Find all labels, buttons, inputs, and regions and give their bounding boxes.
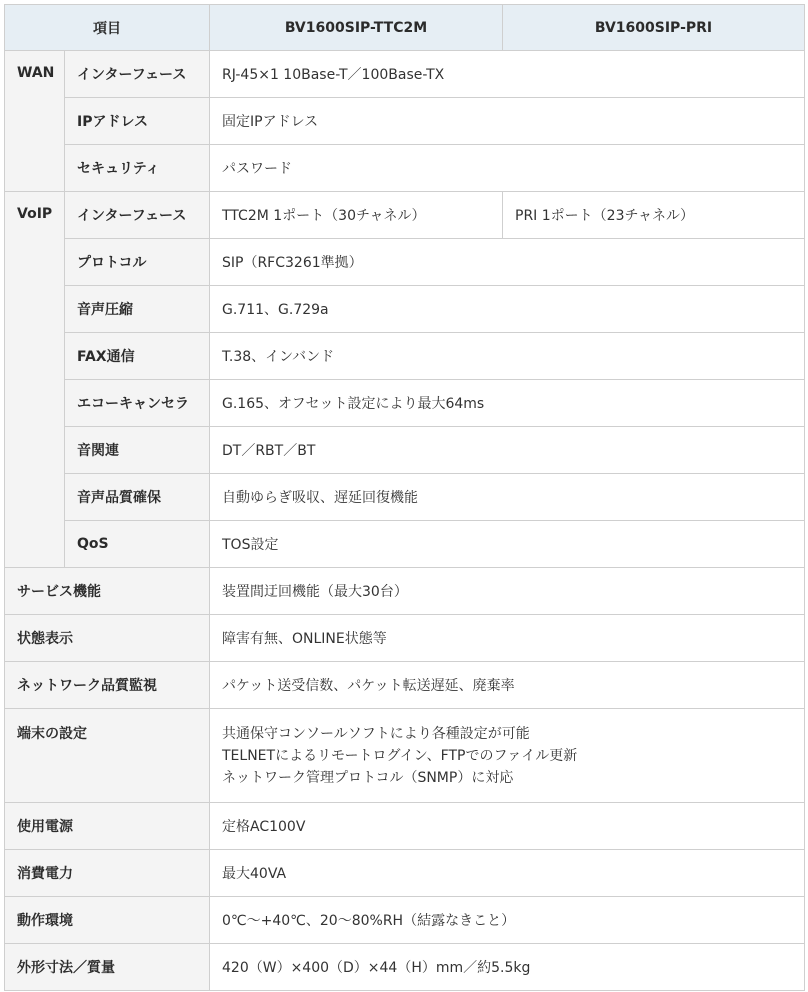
row-value: パスワード [210, 145, 805, 192]
row-value: DT／RBT／BT [210, 427, 805, 474]
row-label: ネットワーク品質監視 [5, 662, 210, 709]
group-voip: VoIP [5, 192, 65, 568]
row-label: 音声圧縮 [65, 286, 210, 333]
table-row [5, 662, 805, 709]
row-label: セキュリティ [65, 145, 210, 192]
row-value [210, 709, 805, 803]
row-label: 音声品質確保 [65, 474, 210, 521]
row-label: エコーキャンセラ [65, 380, 210, 427]
table-row [5, 897, 805, 944]
row-value: 最大40VA [210, 850, 805, 897]
header-pri: BV1600SIP-PRI [503, 5, 805, 51]
row-value: 420（W）×400（D）×44（H）mm／約5.5kg [210, 944, 805, 991]
row-value: RJ-45×1 10Base-T／100Base-TX [210, 51, 805, 98]
table-row [5, 145, 805, 192]
row-label: 消費電力 [5, 850, 210, 897]
row-value: パケット送受信数、パケット転送遅延、廃棄率 [210, 662, 805, 709]
table-row [5, 850, 805, 897]
row-label: 状態表示 [5, 615, 210, 662]
table-row [5, 521, 805, 568]
row-value: G.165、オフセット設定により最大64ms [210, 380, 805, 427]
terminal-line: 共通保守コンソールソフトにより各種設定が可能 [222, 725, 530, 742]
row-label: 外形寸法／質量 [5, 944, 210, 991]
row-label: サービス機能 [5, 568, 210, 615]
row-label: インターフェース [65, 192, 210, 239]
table-row [5, 51, 805, 98]
terminal-line: TELNETによるリモートログイン、FTPでのファイル更新 [222, 747, 578, 764]
row-value: TOS設定 [210, 521, 805, 568]
table-row [5, 380, 805, 427]
table-row [5, 192, 805, 239]
row-label: プロトコル [65, 239, 210, 286]
table-row [5, 333, 805, 380]
table-row [5, 98, 805, 145]
table-row [5, 803, 805, 850]
row-label: FAX通信 [65, 333, 210, 380]
group-wan: WAN [5, 51, 65, 192]
table-row [5, 944, 805, 991]
row-label: 端末の設定 [5, 709, 210, 803]
table-row [5, 239, 805, 286]
row-value: T.38、インバンド [210, 333, 805, 380]
row-value: 定格AC100V [210, 803, 805, 850]
row-label: IPアドレス [65, 98, 210, 145]
row-value: 固定IPアドレス [210, 98, 805, 145]
header-item: 項目 [5, 5, 210, 51]
row-label: 動作環境 [5, 897, 210, 944]
row-value: G.711、G.729a [210, 286, 805, 333]
terminal-line: ネットワーク管理プロトコル（SNMP）に対応 [222, 769, 514, 786]
row-value: 0℃～+40℃、20～80%RH（結露なきこと） [210, 897, 805, 944]
row-value-ttc2m: TTC2M 1ポート（30チャネル） [210, 192, 503, 239]
table-row [5, 474, 805, 521]
header-row [5, 5, 805, 51]
row-value: 装置間迂回機能（最大30台） [210, 568, 805, 615]
row-value-pri: PRI 1ポート（23チャネル） [503, 192, 805, 239]
table-row [5, 568, 805, 615]
header-ttc2m: BV1600SIP-TTC2M [210, 5, 503, 51]
row-label: インターフェース [65, 51, 210, 98]
spec-table [4, 4, 805, 991]
row-value: 障害有無、ONLINE状態等 [210, 615, 805, 662]
row-label: 音関連 [65, 427, 210, 474]
table-row [5, 427, 805, 474]
row-value: 自動ゆらぎ吸収、遅延回復機能 [210, 474, 805, 521]
table-row [5, 286, 805, 333]
row-label: 使用電源 [5, 803, 210, 850]
table-row [5, 709, 805, 803]
row-value: SIP（RFC3261準拠） [210, 239, 805, 286]
row-label: QoS [65, 521, 210, 568]
table-row [5, 615, 805, 662]
